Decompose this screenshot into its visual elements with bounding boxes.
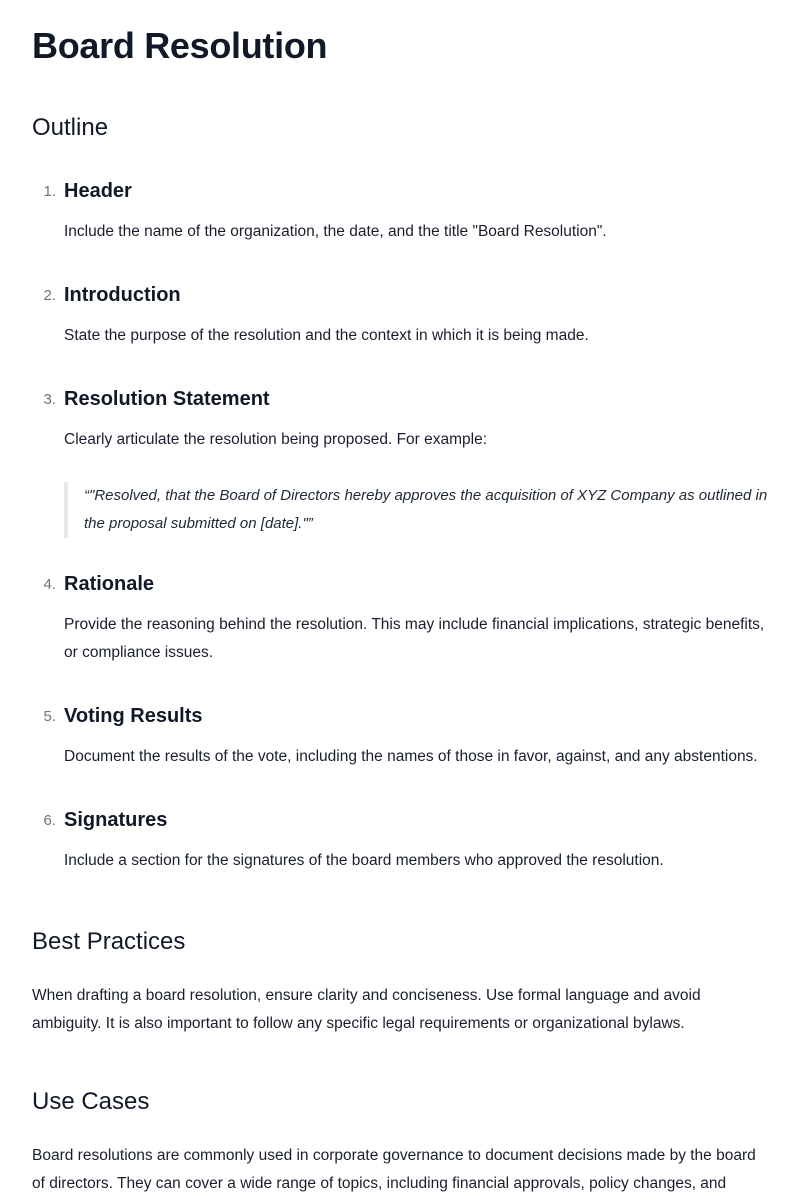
- example-quote: “"Resolved, that the Board of Directors hereby approves the acquisition of XYZ Company as outlined in the proposal submitted on [date]."”: [64, 482, 768, 538]
- item-title: Introduction: [64, 284, 181, 306]
- item-body: Provide the reasoning behind the resolution. This may include financial implications, strategic benefits, or compliance issues.: [64, 616, 765, 661]
- item-title: Voting Results: [64, 705, 203, 727]
- item-number: 5.: [43, 708, 56, 725]
- item-number: 3.: [43, 391, 56, 408]
- item-number: 2.: [43, 287, 56, 304]
- item-number: 4.: [43, 576, 56, 593]
- outline-heading: Outline: [32, 114, 109, 141]
- best-practices-heading: Best Practices: [32, 928, 186, 955]
- item-body: Clearly articulate the resolution being proposed. For example:: [64, 431, 488, 448]
- best-practices-body: When drafting a board resolution, ensure clarity and conciseness. Use formal language and avoid ambiguity. It is also important to follow any specific legal requirements or organizational bylaws.: [32, 987, 701, 1032]
- item-body: State the purpose of the resolution and the context in which it is being made.: [64, 327, 589, 344]
- item-body: Document the results of the vote, including the names of those in favor, against, and any abstentions.: [64, 748, 758, 765]
- item-number: 6.: [43, 812, 56, 829]
- item-title: Rationale: [64, 573, 155, 595]
- item-title: Header: [64, 180, 132, 202]
- page-title: Board Resolution: [32, 25, 328, 66]
- item-body: Include a section for the signatures of the board members who approved the resolution.: [64, 852, 664, 869]
- use-cases-body: Board resolutions are commonly used in corporate governance to document decisions made by the board of directors. They can cover a wide range of topics, including financial approvals, policy changes, and: [32, 1147, 756, 1192]
- use-cases-heading: Use Cases: [32, 1088, 150, 1115]
- item-number: 1.: [43, 183, 56, 200]
- item-title: Resolution Statement: [64, 388, 270, 410]
- item-title: Signatures: [64, 809, 168, 831]
- item-body: Include the name of the organization, the date, and the title "Board Resolution".: [64, 223, 607, 240]
